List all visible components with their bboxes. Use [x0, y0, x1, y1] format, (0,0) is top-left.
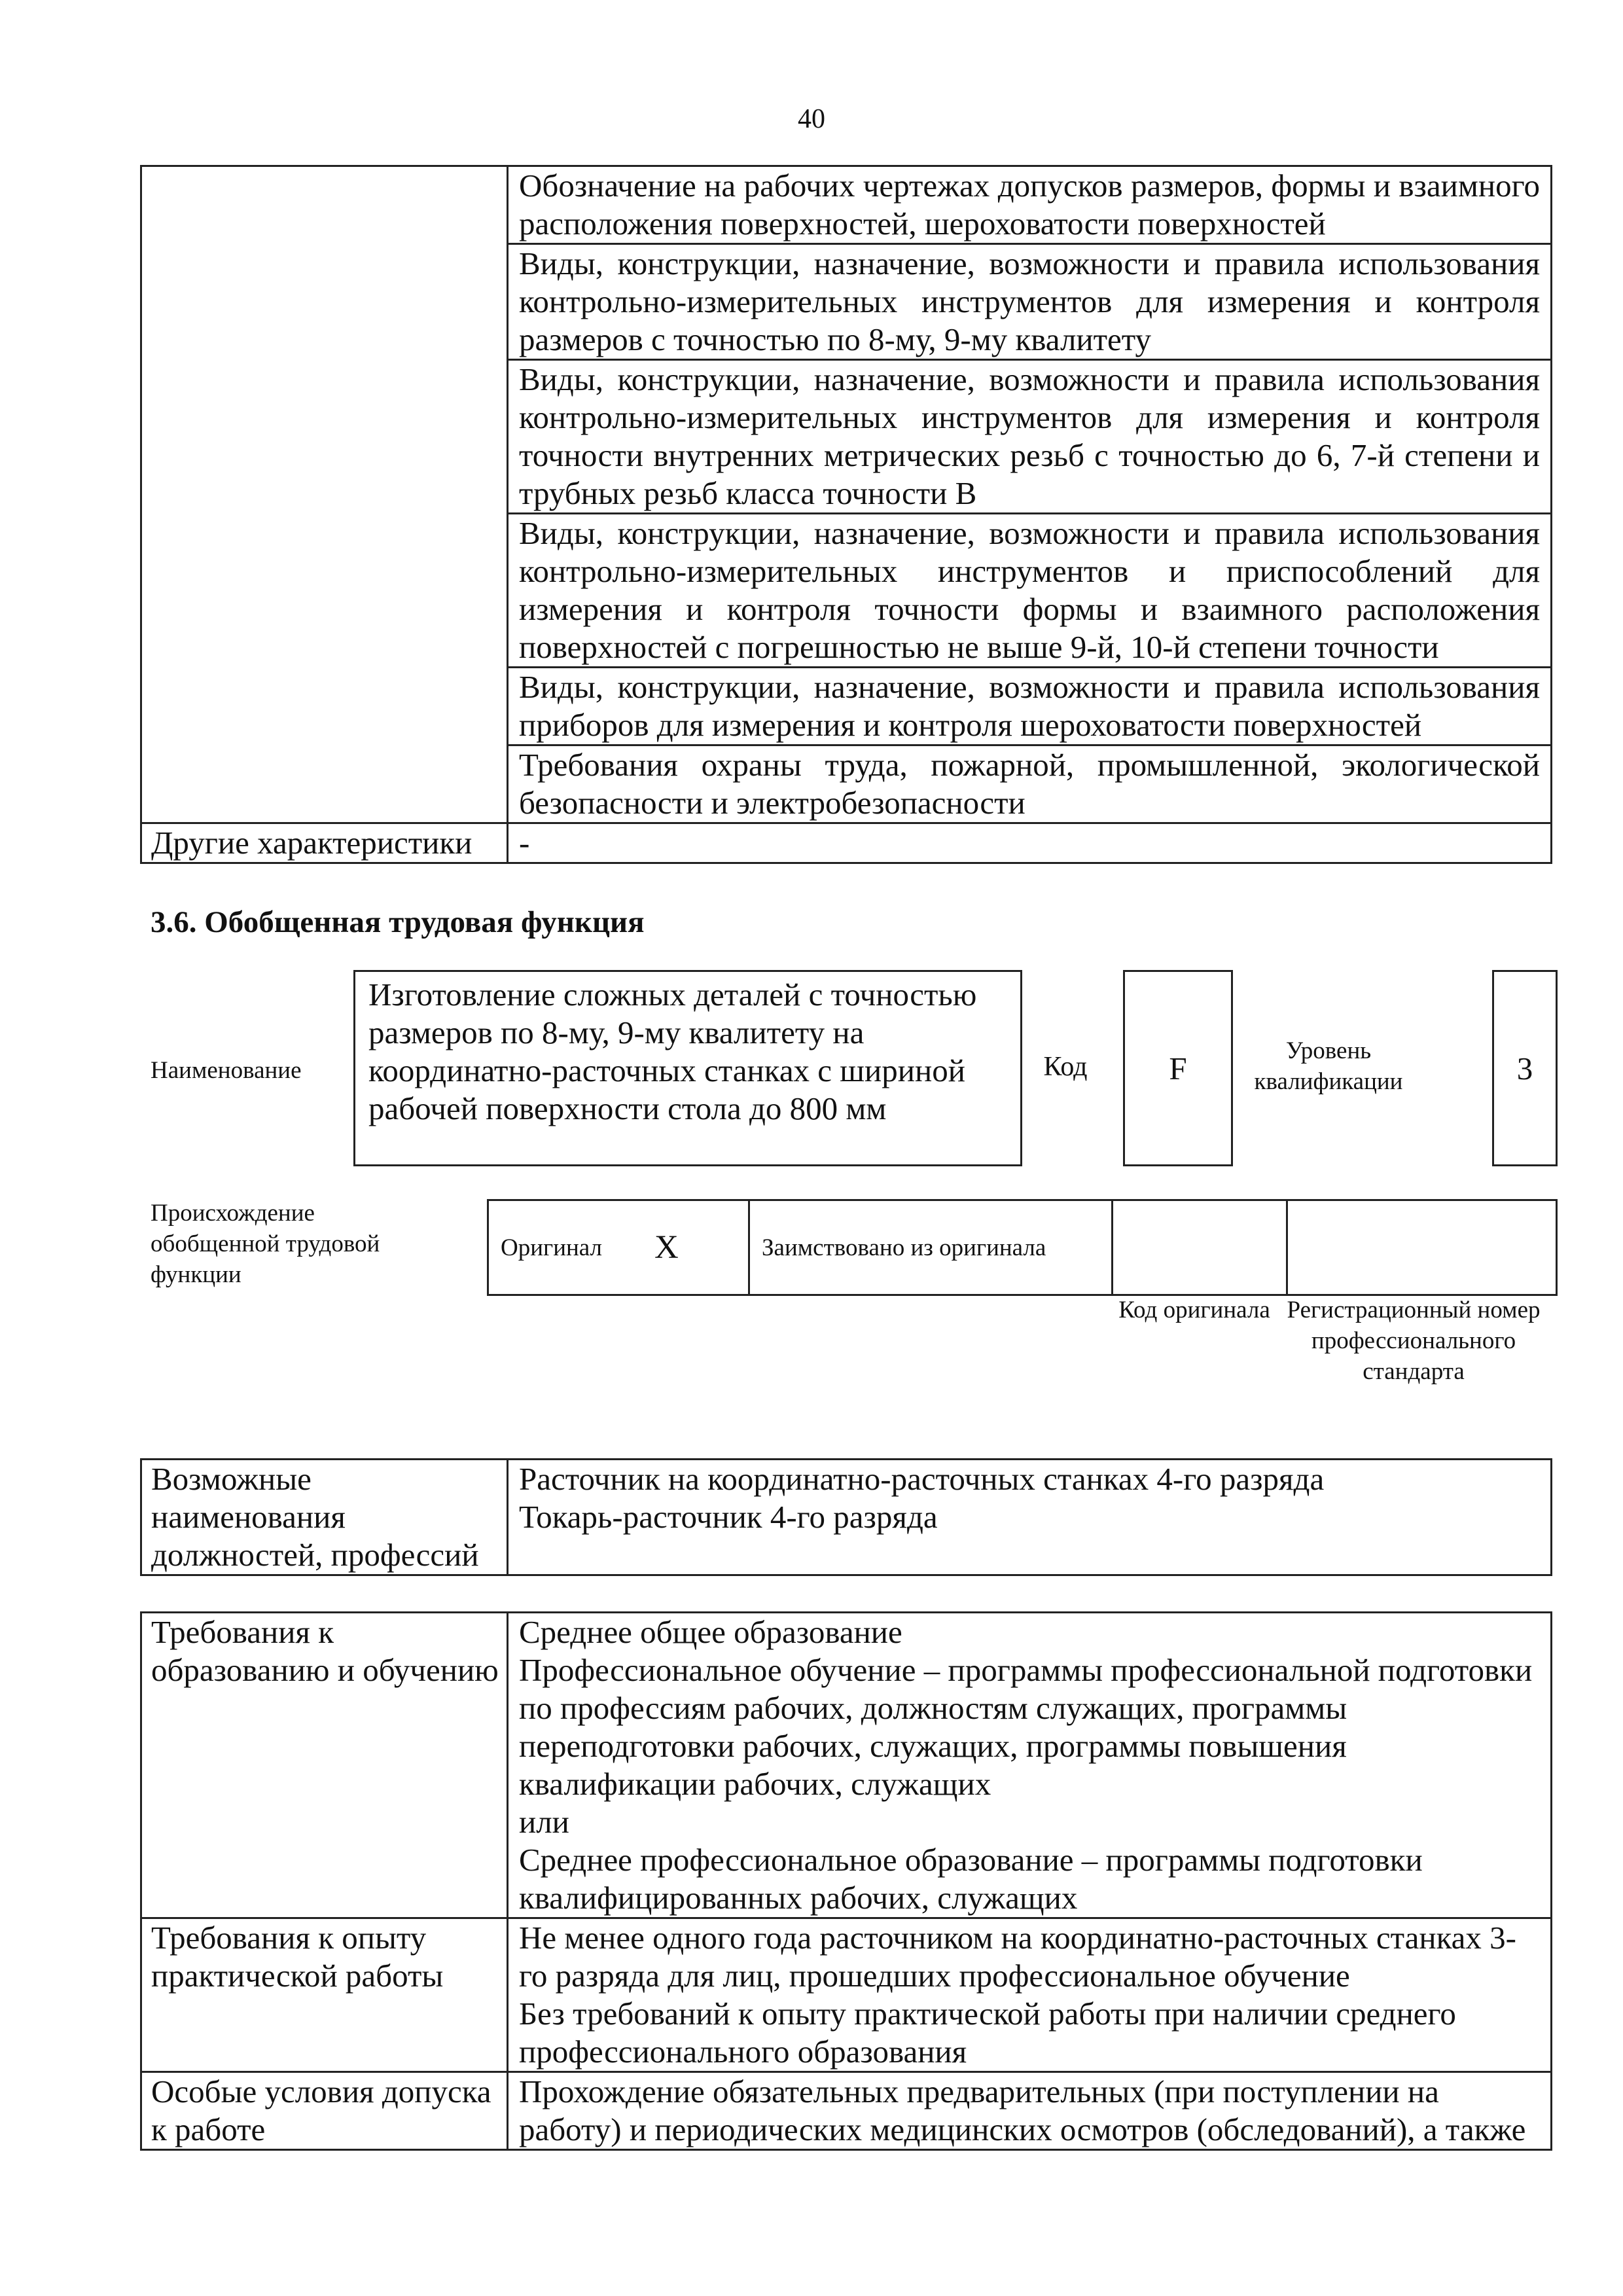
table-row [488, 1200, 1557, 1295]
page-number: 40 [798, 104, 825, 134]
list-item: Не менее одного года расточником на координатно-расточных станках 3-го разряда для лиц, прошедших профессиональное обучение [519, 1920, 1516, 1994]
table-cell-label [141, 166, 508, 823]
table-cell: Требования охраны труда, пожарной, промышленной, экологической безопасности и электробезопасности [508, 745, 1552, 823]
special-conditions-label: Особые условия допуска к работе [141, 2072, 508, 2150]
code-caption: Код оригинала [1118, 1297, 1270, 1323]
original-mark: X [654, 1229, 679, 1266]
level-label: Уровень квалификации [1254, 1037, 1403, 1095]
original-label: Оригинал [501, 1234, 603, 1261]
registration-number-cell [1287, 1200, 1557, 1295]
list-item: Среднее общее образование [519, 1614, 902, 1650]
experience-label: Требования к опыту практической работы [141, 1918, 508, 2072]
education-label: Требования к образованию и обучению [141, 1613, 508, 1918]
list-item: Токарь-расточник 4-го разряда [519, 1499, 938, 1535]
section-heading: 3.6. Обобщенная трудовая функция [151, 905, 645, 939]
origin-label: Происхождение обобщенной трудовой функции [151, 1200, 380, 1288]
function-name-box: Изготовление сложных деталей с точностью размеров по 8-му, 9-му квалитету на координатно-расточных станках с шириной рабочей поверхности стола до 800 мм [353, 970, 1022, 1166]
special-conditions-values [508, 2072, 1552, 2150]
table-row [141, 1918, 1552, 2072]
table-cell: Виды, конструкции, назначение, возможности и правила использования контрольно-измерительных инструментов и приспособлений для измерения и контроля точности формы и взаимного расположения поверхностей с погрешностью не выше 9-й, 10-й степени точности [508, 514, 1552, 668]
table-row [141, 1613, 1552, 1918]
knowledge-table [140, 165, 1552, 864]
list-item: Расточник на координатно-расточных станках 4-го разряда [519, 1461, 1325, 1497]
positions-values [508, 1460, 1552, 1575]
table-cell: Виды, конструкции, назначение, возможности и правила использования контрольно-измерительных инструментов для измерения и контроля точности внутренних метрических резьб с точностью до 6, 7-й степени и трубных резьб класса точности В [508, 360, 1552, 514]
list-item: или [519, 1804, 569, 1840]
positions-label: Возможные наименования должностей, профессий [141, 1460, 508, 1575]
list-item: Прохождение обязательных предварительных (при поступлении на работу) и периодических медицинских осмотров (обследований), а также [519, 2073, 1526, 2147]
code-value: F [1169, 1050, 1187, 1086]
registration-caption: Регистрационный номер профессионального стандарта [1287, 1297, 1541, 1385]
original-code-cell [1113, 1200, 1287, 1295]
other-characteristics-value: - [508, 823, 1552, 863]
list-item: Профессиональное обучение – программы профессиональной подготовки по профессиям рабочих, должностям служащих, программы переподготовки рабочих, служащих, программы повышения квалификации рабочих, служащих [519, 1652, 1533, 1802]
name-label: Наименование [151, 1057, 302, 1084]
list-item: Среднее профессиональное образование – программы подготовки квалифицированных рабочих, служащих [519, 1842, 1423, 1916]
experience-values [508, 1918, 1552, 2072]
table-cell: Виды, конструкции, назначение, возможности и правила использования контрольно-измерительных инструментов для измерения и контроля размеров с точностью по 8-му, 9-му квалитету [508, 244, 1552, 360]
original-cell [488, 1200, 749, 1295]
table-row [141, 2072, 1552, 2150]
table-row [141, 1460, 1552, 1575]
requirements-table [140, 1611, 1552, 2151]
table-cell: Виды, конструкции, назначение, возможности и правила использования приборов для измерения и контроля шероховатости поверхностей [508, 668, 1552, 745]
code-box [1123, 970, 1233, 1166]
borrowed-label: Заимствовано из оригинала [749, 1200, 1113, 1295]
table-row [141, 823, 1552, 863]
other-characteristics-label: Другие характеристики [141, 823, 508, 863]
level-box [1492, 970, 1558, 1166]
list-item: Без требований к опыту практической работы при наличии среднего профессионального образования [519, 1996, 1456, 2070]
table-cell: Обозначение на рабочих чертежах допусков размеров, формы и взаимного расположения поверхностей, шероховатости поверхностей [508, 166, 1552, 244]
table-row [141, 166, 1552, 244]
level-value: 3 [1516, 1050, 1533, 1086]
education-values [508, 1613, 1552, 1918]
code-label: Код [1043, 1052, 1088, 1082]
positions-table [140, 1458, 1552, 1576]
origin-table [487, 1199, 1558, 1296]
